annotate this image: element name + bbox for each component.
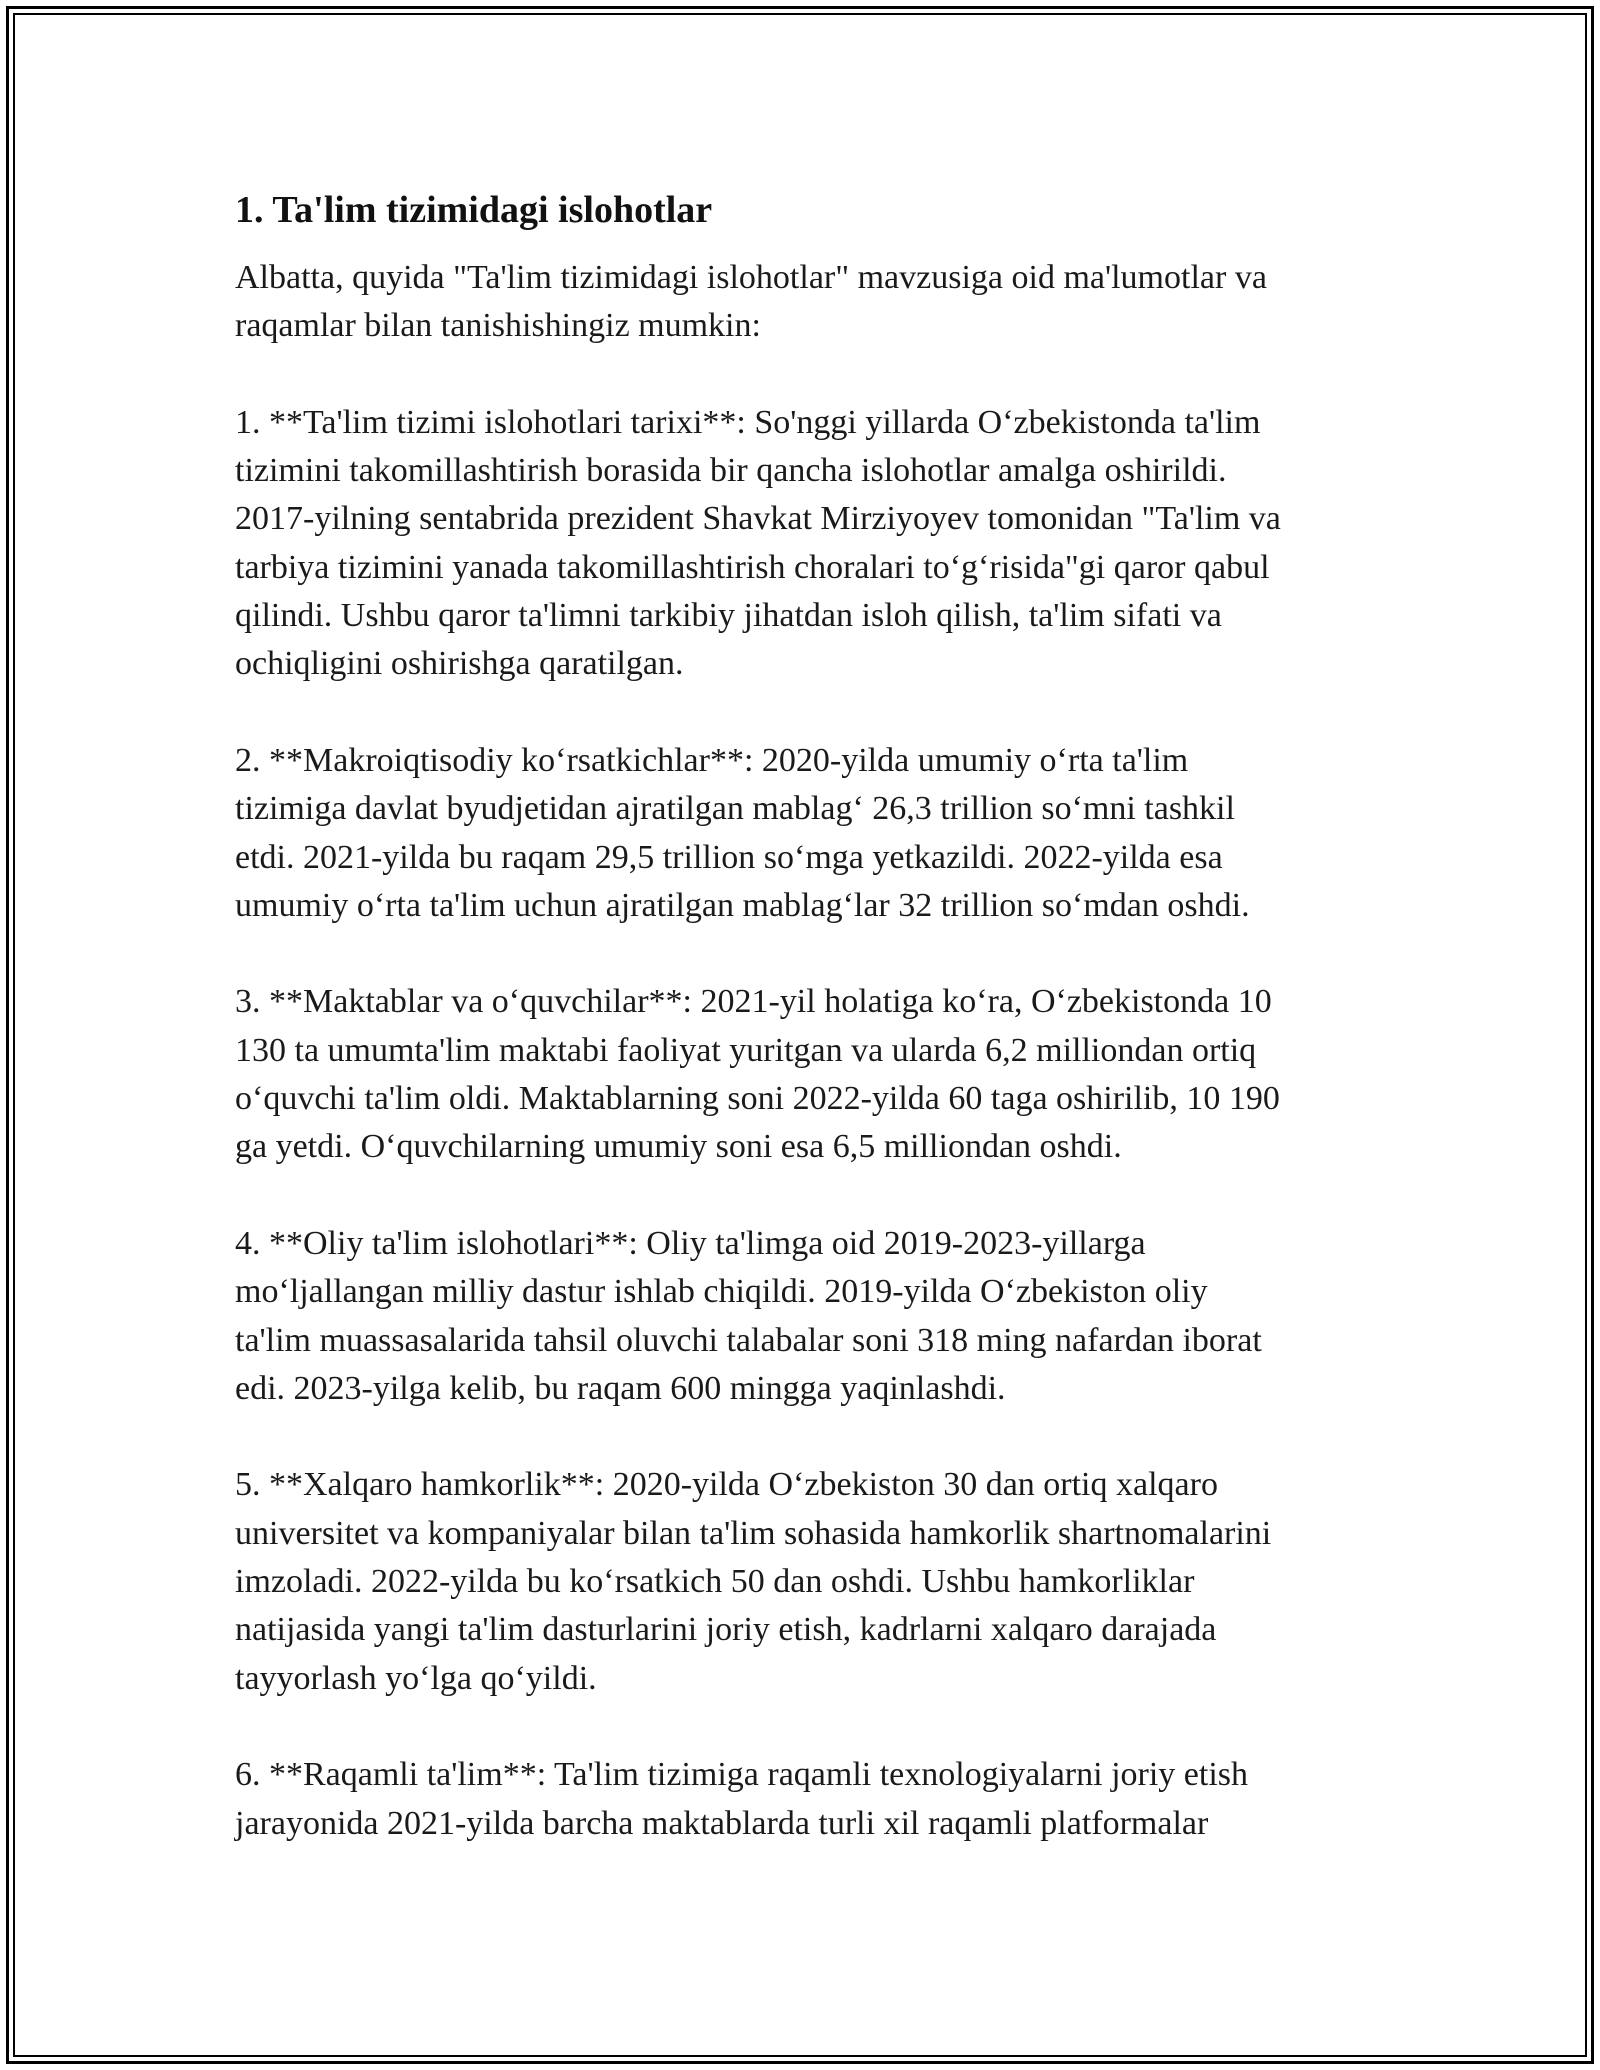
document-body (235, 186, 1380, 1896)
intro-paragraph: Albatta, quyida "Ta'lim tizimidagi islohotlar" mavzusiga oid ma'lumotlar va raqamlar bilan tanishishingiz mumkin: (235, 259, 1267, 345)
section-heading: 1. Ta'lim tizimidagi islohotlar (235, 189, 713, 231)
list-item-digital: 6. **Raqamli ta'lim**: Ta'lim tizimiga raqamli texnologiyalarni joriy etish jarayonida 2021-yilda barcha maktablarda turli xil raqamli platformalar (235, 1756, 1248, 1842)
list-item-history: 1. **Ta'lim tizimi islohotlari tarixi**: So'nggi yillarda O‘zbekistonda ta'lim tizimini takomillashtirish borasida bir qancha islohotlar amalga oshirildi. 2017-yilning sentabrida prezident Shavkat Mirziyoyev tomonidan "Ta'lim va tarbiya tizimini yanada takomillashtirish choralari to‘g‘risida"gi qaror qabul qilindi. Ushbu qaror ta'limni tarkibiy jihatdan isloh qilish, ta'lim sifati va ochiqligini oshirishga qaratilgan. (235, 403, 1281, 683)
list-item-macroeconomic: 2. **Makroiqtisodiy ko‘rsatkichlar**: 2020-yilda umumiy o‘rta ta'lim tizimiga davlat byudjetidan ajratilgan mablag‘ 26,3 trillion so‘mni tashkil etdi. 2021-yilda bu raqam 29,5 trillion so‘mga yetkazildi. 2022-yilda esa umumiy o‘rta ta'lim uchun ajratilgan mablag‘lar 32 trillion so‘mdan oshdi. (235, 741, 1250, 924)
list-item-schools: 3. **Maktablar va o‘quvchilar**: 2021-yil holatiga ko‘ra, O‘zbekistonda 10 130 ta umumta'lim maktabi faoliyat yuritgan va ularda 6,2 milliondan ortiq o‘quvchi ta'lim oldi. Maktablarning soni 2022-yilda 60 taga oshirilib, 10 190 ga yetdi. O‘quvchilarning umumiy soni esa 6,5 milliondan oshdi. (235, 983, 1280, 1166)
list-item-higher-education: 4. **Oliy ta'lim islohotlari**: Oliy ta'limga oid 2019-2023-yillarga mo‘ljallangan milliy dastur ishlab chiqildi. 2019-yilda O‘zbekiston oliy ta'lim muassasalarida tahsil oluvchi talabalar soni 318 ming nafardan iborat edi. 2023-yilga kelib, bu raqam 600 mingga yaqinlashdi. (235, 1224, 1262, 1407)
list-item-international: 5. **Xalqaro hamkorlik**: 2020-yilda O‘zbekiston 30 dan ortiq xalqaro universitet va kompaniyalar bilan ta'lim sohasida hamkorlik shartnomalarini imzoladi. 2022-yilda bu ko‘rsatkich 50 dan oshdi. Ushbu hamkorliklar natijasida yangi ta'lim dasturlarini joriy etish, kadrlarni xalqaro darajada tayyorlash yo‘lga qo‘yildi. (235, 1466, 1272, 1697)
